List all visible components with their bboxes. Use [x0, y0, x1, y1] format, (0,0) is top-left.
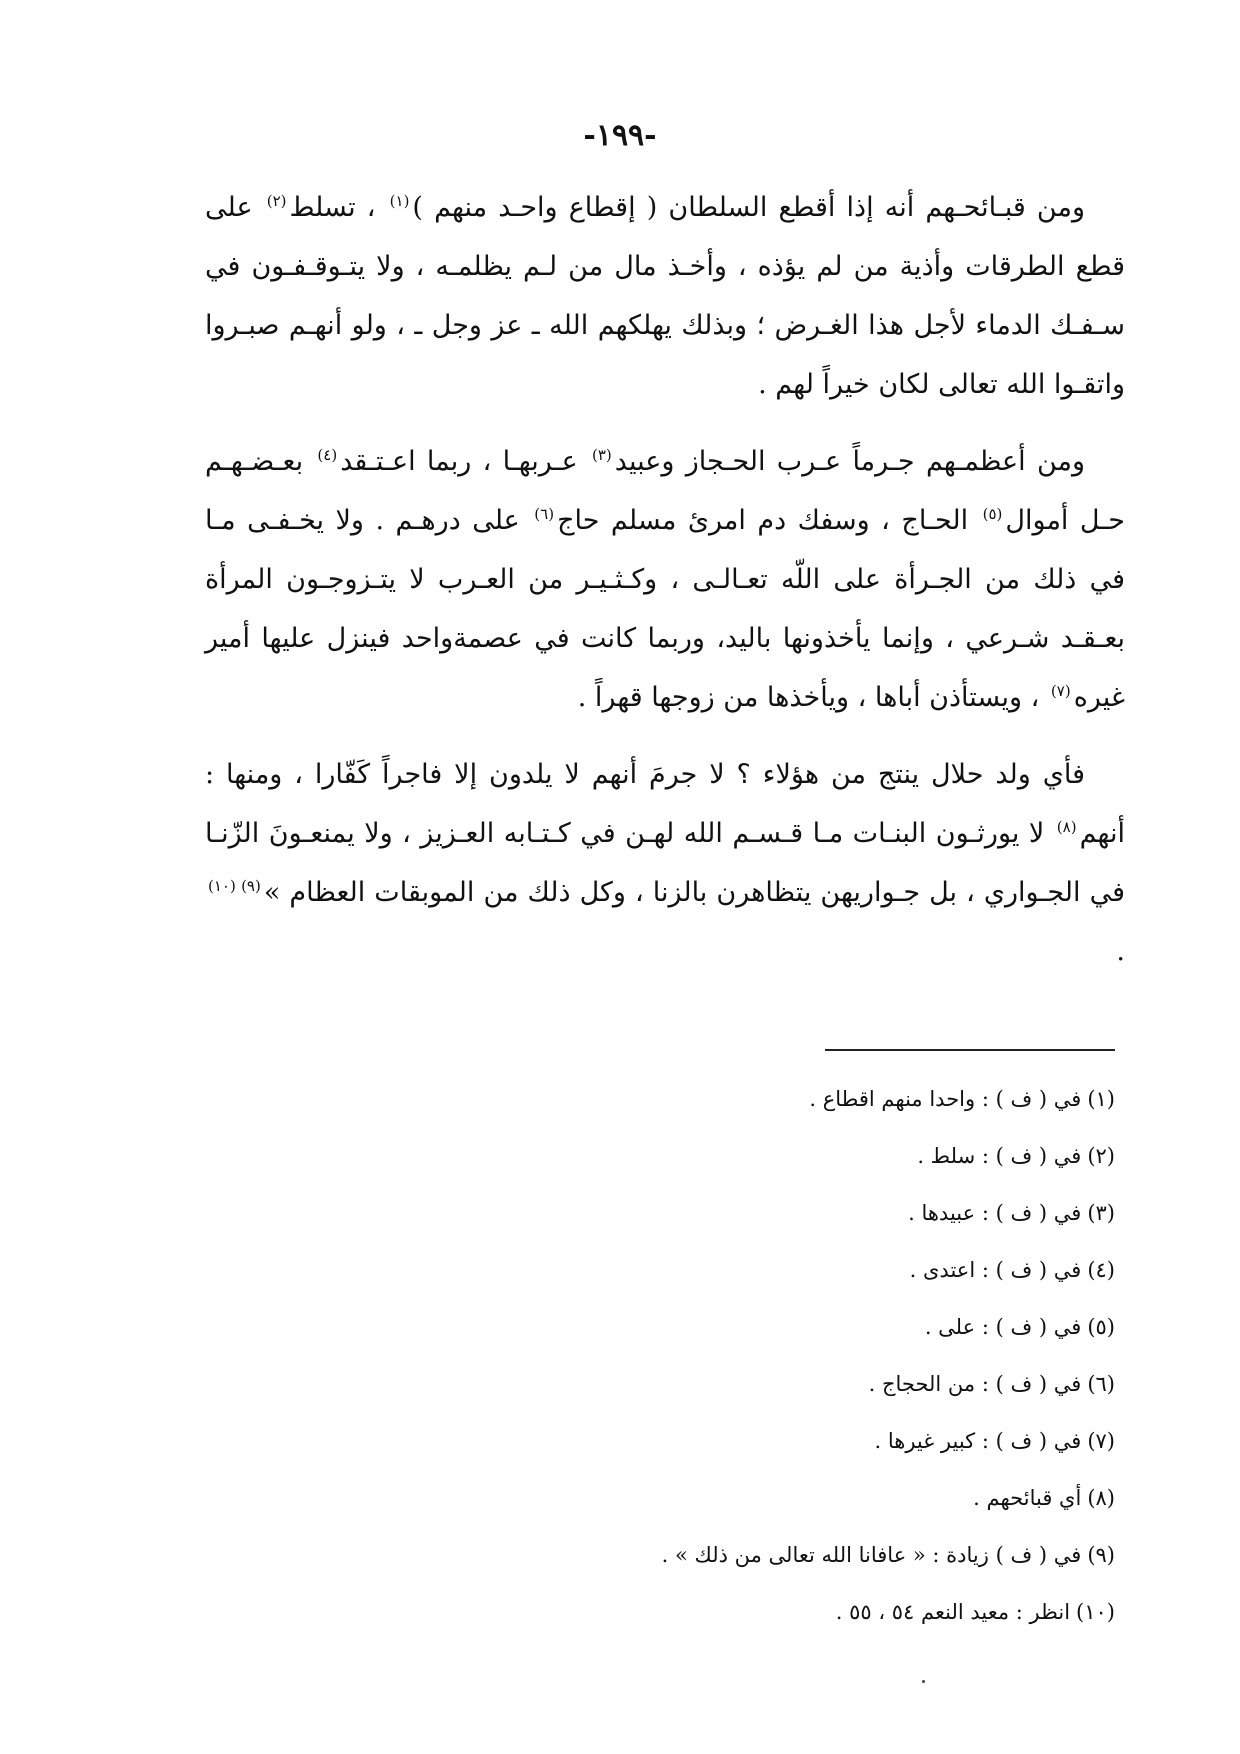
- footnote-number: (٨): [1087, 1486, 1115, 1510]
- footnote-number: (٣): [1087, 1201, 1115, 1225]
- footnote-number: (٩): [1087, 1543, 1115, 1567]
- text-run: ، تسلط: [289, 192, 387, 223]
- footnote-text: في ( ف ) زيادة : « عافانا الله تعالى من ذلك » .: [661, 1543, 1082, 1567]
- footnote-item: [415, 1413, 1115, 1470]
- footnote-item: [415, 1185, 1115, 1242]
- note-marker: (٦): [534, 505, 555, 523]
- text-run: على درهـم . ولا يخـفـى مـا في ذلك من الجـرأة على اللّه تعـالـى ، وكـثـيـر من العـرب لا يتـزوجـون المرأة بعـقـد شـرعي ، وإنما يأخذونها باليد، وربما كانت في عصمةواحد فينزل عليها أمير غيره: [205, 505, 1125, 713]
- text-run: الحـاج ، وسفك دم امرئ مسلم حاج: [557, 505, 980, 536]
- footnote-text: في ( ف ) : على .: [924, 1315, 1082, 1339]
- footnote-text: انظر : معيد النعم ٥٤ ، ٥٥ .: [835, 1600, 1071, 1624]
- paragraph-1: [205, 178, 1125, 414]
- footnote-item: [415, 1242, 1115, 1299]
- note-marker: (١): [389, 192, 410, 210]
- footnote-number: (١٠): [1076, 1600, 1115, 1624]
- footnote-item: [415, 1299, 1115, 1356]
- paragraph-3: [205, 745, 1125, 981]
- footnote-text: في ( ف ) : عبيدها .: [908, 1201, 1082, 1225]
- paragraph-2: [205, 432, 1125, 727]
- text-run: عـربهـا ، ربما اعـتـقد: [340, 446, 589, 477]
- page-number: -١٩٩-: [583, 118, 657, 153]
- footnote-text: في ( ف ) : كبير غيرها .: [874, 1429, 1082, 1453]
- scan-speck: [922, 1680, 925, 1683]
- text-run: لا يورثـون البنـات مـا قـسـم الله لهـن في كـتـابه العـزيز ، ولا يمنعـونَ الزّنـا في الجـواري ، بل جـواريهن يتظاهرن بالزنا ، وكل ذلك من الموبقات العظام »: [205, 818, 1125, 908]
- footnote-number: (٢): [1087, 1144, 1115, 1168]
- note-marker: (٥): [982, 505, 1003, 523]
- note-marker: (٣): [592, 446, 612, 464]
- footnote-text: في ( ف ) : واحدا منهم اقطاع .: [809, 1087, 1082, 1111]
- footnote-text: أي قبائحهم .: [973, 1486, 1082, 1510]
- text-run: بعـضـهـم حـل أموال: [205, 446, 1125, 536]
- footnote-number: (١): [1087, 1087, 1115, 1111]
- main-text: [205, 178, 1125, 981]
- footnote-number: (٧): [1087, 1429, 1115, 1453]
- note-marker: (٩) (١٠): [208, 877, 261, 895]
- footnote-number: (٤): [1087, 1258, 1115, 1282]
- text-run: .: [1116, 936, 1125, 967]
- footnote-item: [415, 1584, 1115, 1641]
- footnote-item: [415, 1470, 1115, 1527]
- footnote-text: في ( ف ) : من الحجاج .: [868, 1372, 1082, 1396]
- footnote-item: [415, 1356, 1115, 1413]
- footnote-text: في ( ف ) : سلط .: [917, 1144, 1082, 1168]
- text-run: ، ويستأذن أباها ، ويأخذها من زوجها قهراً .: [577, 682, 1048, 713]
- note-marker: (٤): [317, 446, 338, 464]
- footnote-number: (٦): [1087, 1372, 1115, 1396]
- footnote-divider: [825, 1049, 1115, 1051]
- footnote-item: [415, 1071, 1115, 1128]
- text-run: ومن أعظمـهم جـرماً عـرب الحـجاز وعبيد: [614, 446, 1086, 477]
- note-marker: (٢): [266, 192, 287, 210]
- text-run: فأي ولد حلال ينتج من هؤلاء ؟ لا جرمَ أنهم لا يلدون إلا فاجراً كَفّارا ، ومنها : أنهم: [205, 759, 1125, 849]
- footnote-number: (٥): [1087, 1315, 1115, 1339]
- footnotes-list: [415, 1071, 1115, 1641]
- text-run: ومن قبـائحـهم أنه إذا أقطع السلطان ( إقطاع واحـد منهم ): [412, 192, 1085, 223]
- text-run: على قطع الطرقات وأذية من لم يؤذه ، وأخـذ مال من لـم يظلمـه ، ولا يتـوقـفـون في سـفـك الدماء لأجل هذا الغـرض ؛ وبذلك يهلكهم الله ـ عز وجل ـ ، ولو أنهـم صبـروا واتقـوا الله تعالى لكان خيراً لهم .: [205, 192, 1125, 400]
- note-marker: (٧): [1050, 682, 1071, 700]
- footnote-item: [415, 1128, 1115, 1185]
- footnote-text: في ( ف ) : اعتدى .: [909, 1258, 1082, 1282]
- note-marker: (٨): [1056, 818, 1077, 836]
- footnote-item: [415, 1527, 1115, 1584]
